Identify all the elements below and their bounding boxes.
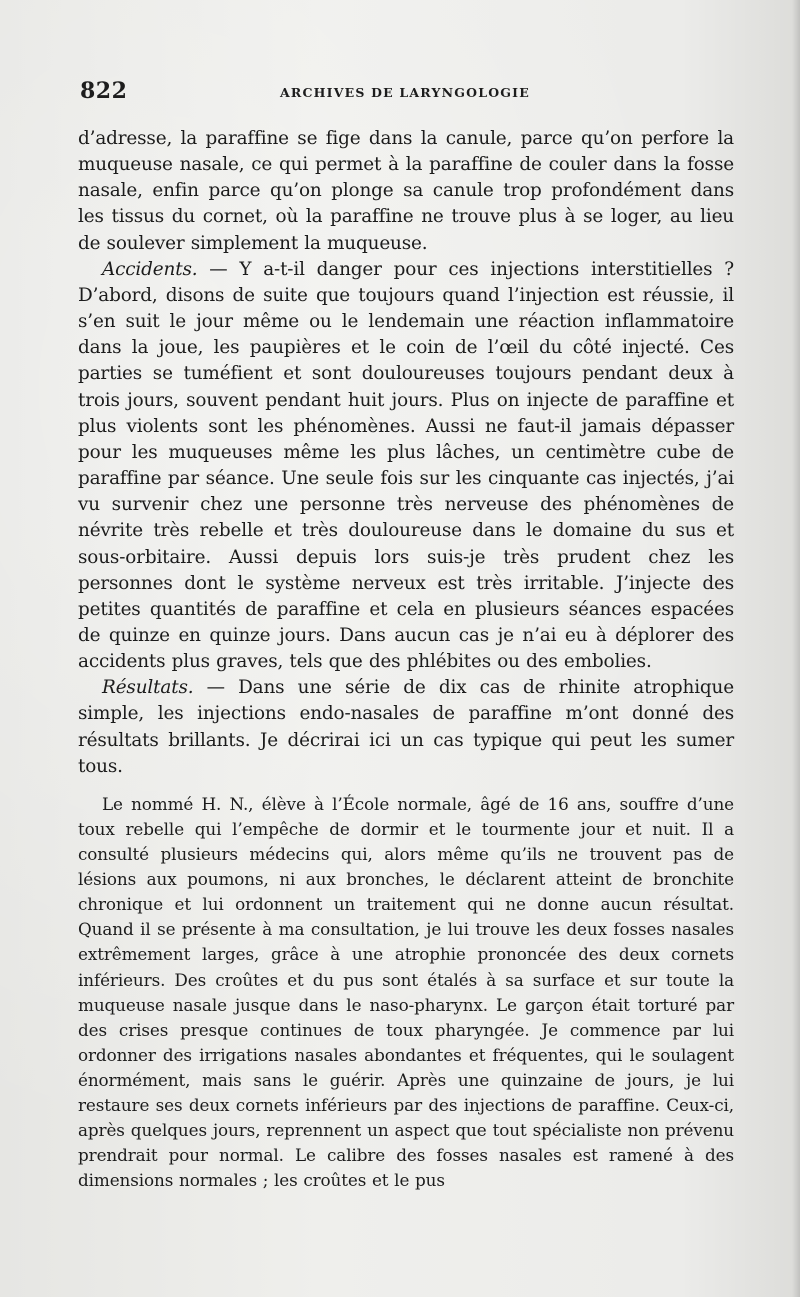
- paragraph-case-report: Le nommé H. N., élève à l’École normale, âgé de 16 ans, souffre d’une toux rebelle qui l’empêche de dormir et le tourmente jour et nuit. Il a consulté plusieurs médecins qui, alors même qu’ils ne trouvent pas de lésions aux poumons, ni aux bronches, le déclarent atteint de bronchite chronique et lui ordonnent un traitement qui ne donne aucun résultat. Quand il se présente à ma consultation, je lui trouve les deux fosses nasales extrêmement larges, grâce à une atrophie prononcée des deux cornets inférieurs. Des croûtes et du pus sont étalés à sa surface et sur toute la muqueuse nasale jusque dans le naso-pharynx. Le garçon était torturé par des crises presque continues de toux pharyngée. Je commence par lui ordonner des irrigations nasales abondantes et fréquentes, qui le soulagent énormément, mais sans le guérir. Après une quinzaine de jours, je lui restaure ses deux cornets inférieurs par des injections de paraffine. Ceux-ci, après quelques jours, reprennent un aspect que tout spécialiste non prévenu prendrait pour normal. Le calibre des fosses nasales est ramené à des dimensions normales ; les croûtes et le pus: [78, 793, 734, 1191]
- paragraph-paraffin-technique: d’adresse, la paraffine se fige dans la canule, parce qu’on perfore la muqueuse nasale, ce qui permet à la paraffine de couler dans la fosse nasale, enfin parce qu’on plonge sa canule trop profondément dans les tissus du cornet, où la paraffine ne trouve plus à se loger, au lieu de soulever simplement la muqueuse.: [78, 128, 734, 254]
- section-heading-accidents: Accidents.: [102, 258, 198, 280]
- resultats-text: — Dans une série de dix cas de rhinite atrophique simple, les injections endo-nasales de paraffine m’ont donné des résultats brillants. Je décrirai ici un cas typique qui peut les sumer tous.: [78, 677, 734, 777]
- running-title: ARCHIVES DE LARYNGOLOGIE: [280, 85, 530, 100]
- accidents-text: — Y a-t-il danger pour ces injections interstitielles ? D’abord, disons de suite que toujours quand l’injection est réussie, il s’en suit le jour même ou le lendemain une réaction inflammatoire dans la joue, les paupières et le coin de l’œil du côté injecté. Ces parties se tuméfient et sont douloureuses toujours pendant deux à trois jours, souvent pendant huit jours. Plus on injecte de paraffine et plus violents sont les phénomènes. Aussi ne faut-il jamais dépasser pour les muqueuses même les plus lâches, un centimètre cube de paraffine par séance. Une seule fois sur les cinquante cas injectés, j’ai vu survenir chez une personne très nerveuse des phénomènes de névrite très rebelle et très douloureuse dans le domaine du sus et sous-orbitaire. Aussi depuis lors suis-je très prudent chez les personnes dont le système nerveux est très irritable. J’injecte des petites quantités de paraffine et cela en plusieurs séances espacées de quinze en quinze jours. Dans aucun cas je n’ai eu à déplorer des accidents plus graves, tels que des phlébites ou des embolies.: [78, 258, 734, 673]
- page-number: 822: [80, 78, 128, 104]
- paragraph-resultats: [78, 675, 734, 780]
- section-heading-resultats: Résultats.: [102, 677, 194, 699]
- page-header: [80, 78, 740, 110]
- paragraph-accidents: [78, 257, 734, 676]
- body-text: [78, 126, 734, 1193]
- page-edge-shadow: [792, 0, 800, 1297]
